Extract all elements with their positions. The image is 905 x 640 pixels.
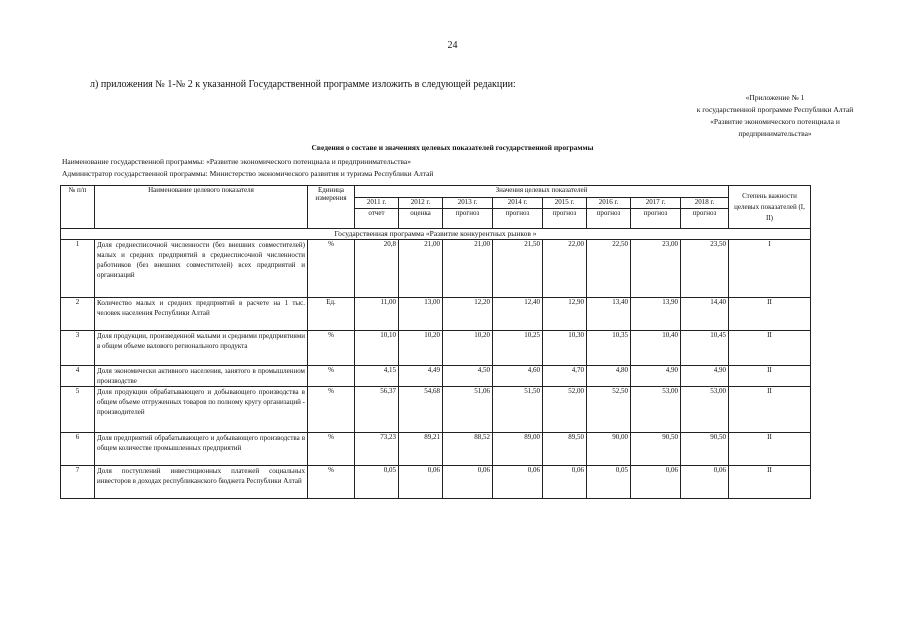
header-num: № п/п bbox=[61, 186, 95, 229]
indicator-name: Доля продукции обрабатывающего и добывающего производства в общем объеме отгруженных товаров по полному кругу организаций - производителей bbox=[95, 387, 308, 433]
value-cell: 11,00 bbox=[355, 298, 399, 331]
value-cell: 88,52 bbox=[443, 433, 493, 466]
value-cell: 22,50 bbox=[587, 240, 631, 298]
unit-cell: % bbox=[308, 240, 355, 298]
value-cell: 10,40 bbox=[631, 331, 681, 366]
value-cell: 12,20 bbox=[443, 298, 493, 331]
value-cell: 90,50 bbox=[631, 433, 681, 466]
year-cell: 2014 г. bbox=[493, 198, 543, 209]
value-cell: 10,20 bbox=[399, 331, 443, 366]
value-cell: 0,06 bbox=[681, 466, 729, 499]
table-row bbox=[61, 331, 811, 366]
type-cell: прогноз bbox=[587, 209, 631, 229]
program-name: Наименование государственной программы: «Развитие экономического потенциала и предпринимательства» bbox=[62, 157, 411, 166]
value-cell: 0,06 bbox=[493, 466, 543, 499]
value-cell: 10,20 bbox=[443, 331, 493, 366]
type-cell: оценка bbox=[399, 209, 443, 229]
year-cell: 2018 г. bbox=[681, 198, 729, 209]
value-cell: 51,50 bbox=[493, 387, 543, 433]
value-cell: 0,06 bbox=[399, 466, 443, 499]
value-cell: 23,50 bbox=[681, 240, 729, 298]
value-cell: 53,00 bbox=[631, 387, 681, 433]
value-cell: 56,37 bbox=[355, 387, 399, 433]
importance-cell: II bbox=[729, 331, 811, 366]
value-cell: 4,60 bbox=[493, 366, 543, 387]
type-cell: прогноз bbox=[543, 209, 587, 229]
value-cell: 10,10 bbox=[355, 331, 399, 366]
value-cell: 51,06 bbox=[443, 387, 493, 433]
page-number: 24 bbox=[447, 40, 458, 51]
value-cell: 52,50 bbox=[587, 387, 631, 433]
year-cell: 2015 г. bbox=[543, 198, 587, 209]
row-number: 3 bbox=[61, 331, 95, 366]
value-cell: 89,00 bbox=[493, 433, 543, 466]
table-row bbox=[61, 387, 811, 433]
value-cell: 10,30 bbox=[543, 331, 587, 366]
header-values: Значения целевых показателей bbox=[355, 186, 729, 198]
value-cell: 0,05 bbox=[587, 466, 631, 499]
appendix-header bbox=[560, 92, 860, 140]
value-cell: 90,00 bbox=[587, 433, 631, 466]
value-cell: 13,90 bbox=[631, 298, 681, 331]
unit-cell: % bbox=[308, 387, 355, 433]
year-cell: 2012 г. bbox=[399, 198, 443, 209]
program-administrator: Администратор государственной программы: Министерство экономического развития и туризма Республики Алтай bbox=[62, 169, 434, 178]
intro-text: л) приложения № 1-№ 2 к указанной Государственной программе изложить в следующей редакции: bbox=[90, 79, 516, 90]
value-cell: 89,50 bbox=[543, 433, 587, 466]
value-cell: 22,00 bbox=[543, 240, 587, 298]
header-importance: Степень важности целевых показателей (I, II) bbox=[729, 186, 811, 229]
importance-cell: II bbox=[729, 466, 811, 499]
value-cell: 0,05 bbox=[355, 466, 399, 499]
indicator-name: Количество малых и средних предприятий в расчете на 1 тыс. человек населения Республики Алтай bbox=[95, 298, 308, 331]
type-cell: прогноз bbox=[493, 209, 543, 229]
type-cell: прогноз bbox=[443, 209, 493, 229]
unit-cell: Ед. bbox=[308, 298, 355, 331]
importance-cell: I bbox=[729, 240, 811, 298]
indicator-name: Доля среднесписочной численности (без внешних совместителей) малых и средних предприятий в среднесписочной численности работников (без внешних совместителей) всех предприятий и организаций bbox=[95, 240, 308, 298]
appendix-line-1: «Приложение № 1 bbox=[745, 93, 805, 102]
value-cell: 54,68 bbox=[399, 387, 443, 433]
indicator-name: Доля продукции, произведенной малыми и средними предприятиями в общем объеме валового регионального продукта bbox=[95, 331, 308, 366]
importance-cell: II bbox=[729, 387, 811, 433]
table-row bbox=[61, 240, 811, 298]
value-cell: 4,50 bbox=[443, 366, 493, 387]
appendix-line-3: «Развитие экономического потенциала и bbox=[710, 117, 840, 126]
value-cell: 21,00 bbox=[443, 240, 493, 298]
table-row bbox=[61, 433, 811, 466]
value-cell: 23,00 bbox=[631, 240, 681, 298]
appendix-line-2: к государственной программе Республики Алтай bbox=[696, 105, 854, 114]
value-cell: 4,70 bbox=[543, 366, 587, 387]
indicator-name: Доля поступлений инвестиционных платежей социальных инвесторов в доходах республиканского бюджета Республики Алтай bbox=[95, 466, 308, 499]
row-number: 7 bbox=[61, 466, 95, 499]
document-title: Сведения о составе и значениях целевых показателей государственной программы bbox=[311, 143, 594, 152]
importance-cell: II bbox=[729, 366, 811, 387]
value-cell: 10,25 bbox=[493, 331, 543, 366]
value-cell: 13,40 bbox=[587, 298, 631, 331]
value-cell: 4,90 bbox=[631, 366, 681, 387]
row-number: 5 bbox=[61, 387, 95, 433]
value-cell: 0,06 bbox=[631, 466, 681, 499]
value-cell: 52,00 bbox=[543, 387, 587, 433]
value-cell: 21,50 bbox=[493, 240, 543, 298]
row-number: 4 bbox=[61, 366, 95, 387]
unit-cell: % bbox=[308, 331, 355, 366]
value-cell: 21,00 bbox=[399, 240, 443, 298]
value-cell: 12,40 bbox=[493, 298, 543, 331]
value-cell: 0,06 bbox=[543, 466, 587, 499]
value-cell: 73,23 bbox=[355, 433, 399, 466]
type-cell: прогноз bbox=[681, 209, 729, 229]
value-cell: 0,06 bbox=[443, 466, 493, 499]
table-row bbox=[61, 366, 811, 387]
row-number: 1 bbox=[61, 240, 95, 298]
value-cell: 89,21 bbox=[399, 433, 443, 466]
type-cell: прогноз bbox=[631, 209, 681, 229]
value-cell: 10,45 bbox=[681, 331, 729, 366]
value-cell: 4,49 bbox=[399, 366, 443, 387]
value-cell: 13,00 bbox=[399, 298, 443, 331]
year-cell: 2011 г. bbox=[355, 198, 399, 209]
value-cell: 20,8 bbox=[355, 240, 399, 298]
indicators-table bbox=[60, 185, 811, 499]
header-unit: Единица измерения bbox=[308, 186, 355, 229]
value-cell: 14,40 bbox=[681, 298, 729, 331]
value-cell: 4,90 bbox=[681, 366, 729, 387]
year-cell: 2017 г. bbox=[631, 198, 681, 209]
year-cell: 2013 г. bbox=[443, 198, 493, 209]
row-number: 6 bbox=[61, 433, 95, 466]
importance-cell: II bbox=[729, 433, 811, 466]
table-row bbox=[61, 466, 811, 499]
value-cell: 90,50 bbox=[681, 433, 729, 466]
value-cell: 12,90 bbox=[543, 298, 587, 331]
table-row bbox=[61, 298, 811, 331]
program-section-row: Государственная программа «Развитие конкурентных рынков » bbox=[61, 229, 811, 240]
unit-cell: % bbox=[308, 366, 355, 387]
year-cell: 2016 г. bbox=[587, 198, 631, 209]
indicator-name: Доля предприятий обрабатывающего и добывающего производства в общем количестве промышленных предприятий bbox=[95, 433, 308, 466]
value-cell: 4,80 bbox=[587, 366, 631, 387]
type-cell: отчет bbox=[355, 209, 399, 229]
unit-cell: % bbox=[308, 466, 355, 499]
value-cell: 10,35 bbox=[587, 331, 631, 366]
unit-cell: % bbox=[308, 433, 355, 466]
table-body bbox=[61, 229, 811, 499]
value-cell: 4,15 bbox=[355, 366, 399, 387]
appendix-line-4: предпринимательства» bbox=[738, 129, 812, 138]
importance-cell: II bbox=[729, 298, 811, 331]
row-number: 2 bbox=[61, 298, 95, 331]
header-name: Наименование целевого показателя bbox=[95, 186, 308, 229]
indicator-name: Доля экономически активного населения, занятого в промышленном производстве bbox=[95, 366, 308, 387]
value-cell: 53,00 bbox=[681, 387, 729, 433]
